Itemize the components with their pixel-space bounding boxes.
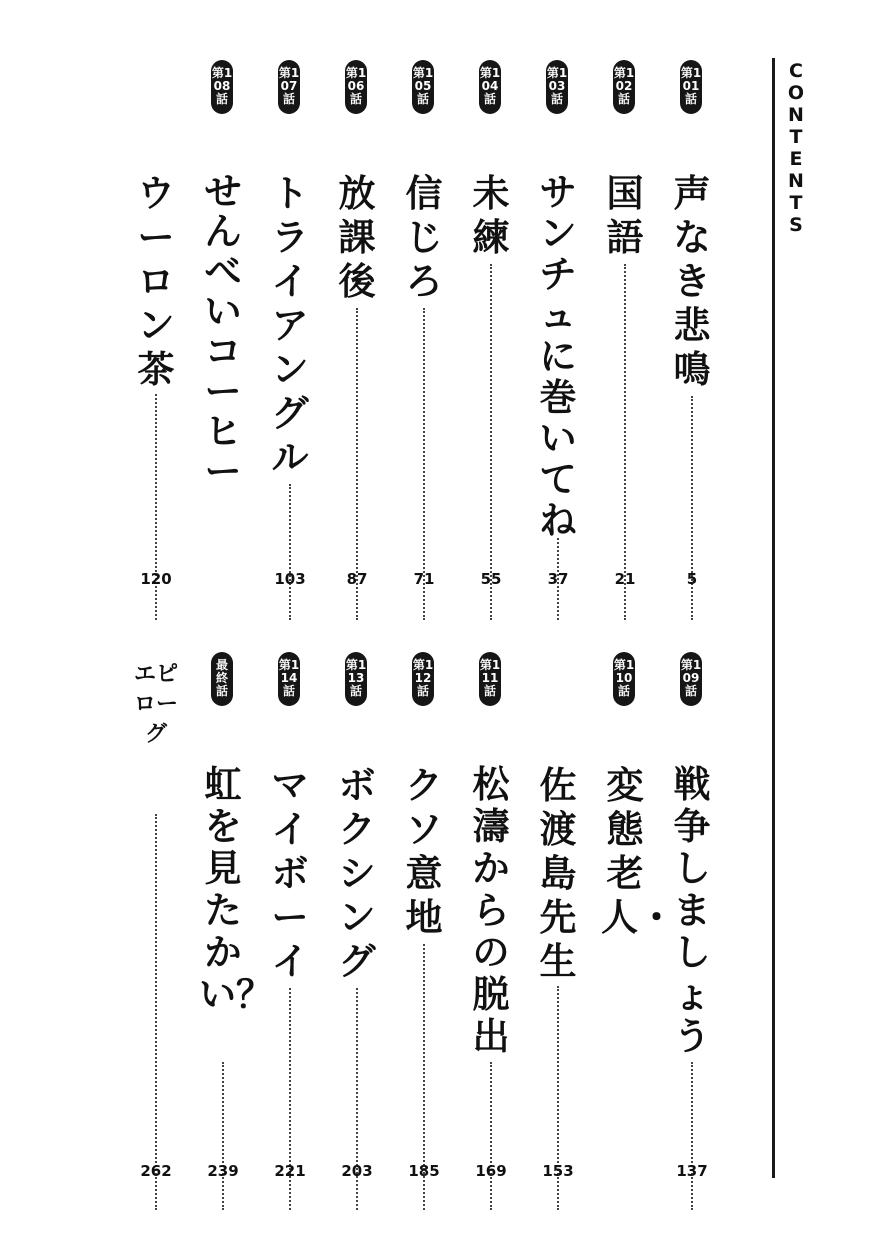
chapter-badge: 第106話 xyxy=(345,60,367,114)
page-number: 87 xyxy=(346,570,368,588)
dotted-leader xyxy=(490,264,492,620)
dotted-leader xyxy=(155,814,157,1210)
page-number: 239 xyxy=(207,1162,239,1180)
chapter-badge: 第101話 xyxy=(680,60,702,114)
dotted-leader xyxy=(222,1062,224,1210)
chapter-title: 佐渡島先生 xyxy=(539,764,577,983)
chapter-badge: 第113話 xyxy=(345,652,367,706)
dotted-leader xyxy=(490,1062,492,1210)
page-number: 203 xyxy=(341,1162,373,1180)
chapter-title: 信じろ xyxy=(405,172,443,303)
chapter-badge: 第107話 xyxy=(278,60,300,114)
page-number: 120 xyxy=(140,570,172,588)
chapter-badge: 第109話 xyxy=(680,652,702,706)
chapter-title: 未練 xyxy=(472,172,510,259)
page-number: 103 xyxy=(274,570,306,588)
chapter-title: エピローグ xyxy=(133,662,178,747)
chapter-title: マイボーイ xyxy=(271,764,309,983)
chapter-title: 国語 xyxy=(606,172,644,259)
page-number: 55 xyxy=(480,570,502,588)
chapter-title: 戦争しましょう xyxy=(673,763,711,1058)
dotted-leader xyxy=(691,1062,693,1210)
chapter-title: 松濤からの脱出 xyxy=(472,763,510,1058)
chapter-title: ボクシング xyxy=(338,764,376,983)
contents-heading: CONTENTS xyxy=(787,60,805,236)
page-number: 71 xyxy=(413,570,435,588)
chapter-badge: 第103話 xyxy=(546,60,568,114)
chapter-badge: 第114話 xyxy=(278,652,300,706)
chapter-badge: 最終話 xyxy=(211,652,233,706)
chapter-title: 放課後 xyxy=(338,172,376,303)
dotted-leader xyxy=(289,484,291,620)
chapter-title: 虹を見たかい？ xyxy=(199,763,273,1016)
page-number: 185 xyxy=(408,1162,440,1180)
chapter-badge: 第112話 xyxy=(412,652,434,706)
chapter-badge: 第110話 xyxy=(613,652,635,706)
chapter-badge: 第111話 xyxy=(479,652,501,706)
chapter-title: クソ意地 xyxy=(405,764,443,939)
chapter-badge: 第102話 xyxy=(613,60,635,114)
page-number: 169 xyxy=(475,1162,507,1180)
chapter-badge: 第105話 xyxy=(412,60,434,114)
page-number: 262 xyxy=(140,1162,172,1180)
chapter-title: 変態老人・ xyxy=(601,764,675,939)
page-number: 137 xyxy=(676,1162,708,1180)
chapter-title: ウーロン茶 xyxy=(137,172,175,391)
dotted-leader xyxy=(624,264,626,620)
page-number: 21 xyxy=(614,570,636,588)
page-number: 5 xyxy=(686,570,698,588)
page-number: 153 xyxy=(542,1162,574,1180)
chapter-badge: 第104話 xyxy=(479,60,501,114)
chapter-title: トライアングル xyxy=(271,172,309,479)
chapter-badge: 第108話 xyxy=(211,60,233,114)
vertical-divider xyxy=(772,58,775,1178)
page-number: 221 xyxy=(274,1162,306,1180)
page-number: 37 xyxy=(547,570,569,588)
chapter-title: せんべいコーヒー xyxy=(204,170,242,493)
chapter-title: 声なき悲鳴 xyxy=(673,172,711,391)
chapter-title: サンチュに巻いてね xyxy=(539,171,577,542)
